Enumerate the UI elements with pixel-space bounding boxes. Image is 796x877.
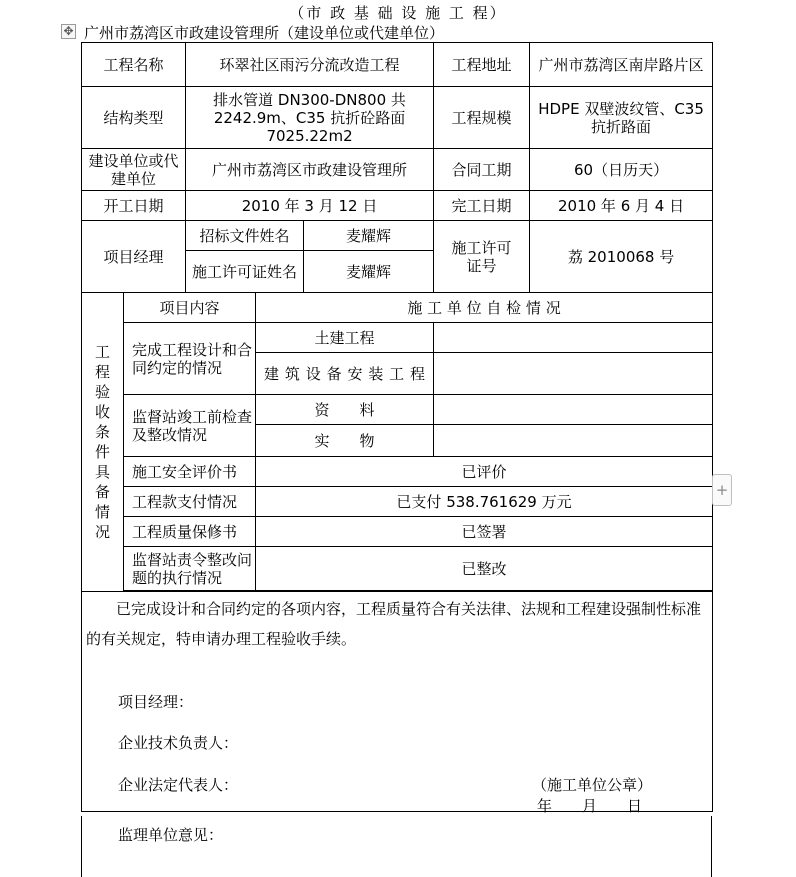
start-date-label: 开工日期 xyxy=(82,191,186,221)
legal-rep-sign: 企业法定代表人： xyxy=(118,776,239,794)
structure-type-label: 结构类型 xyxy=(82,87,186,149)
row-dates xyxy=(82,191,713,221)
contract-period-value[interactable]: 60（日历天） xyxy=(530,149,713,191)
safety-eval-value[interactable]: 已评价 xyxy=(256,457,713,487)
supervisor-opinion-section[interactable] xyxy=(81,816,712,877)
row-builder xyxy=(82,149,713,191)
bid-name-label: 招标文件姓名 xyxy=(186,221,304,251)
row-civil xyxy=(82,323,713,353)
finish-date-value[interactable]: 2010 年 6 月 4 日 xyxy=(530,191,713,221)
table-move-handle-icon[interactable]: ✥ xyxy=(61,24,76,39)
row-structure xyxy=(82,87,713,149)
physical-value[interactable] xyxy=(434,425,713,457)
civil-works-label: 土建工程 xyxy=(256,323,434,353)
row-docs xyxy=(82,395,713,425)
design-contract-label: 完成工程设计和合同约定的情况 xyxy=(124,323,256,395)
structure-type-value[interactable]: 排水管道 DN300-DN800 共 2242.9m、C35 抗折砼路面 7025.22m2 xyxy=(186,87,434,149)
rectify-label: 监督站责令整改问题的执行情况 xyxy=(124,547,256,591)
document-title: （市 政 基 础 设 施 工 程） xyxy=(289,4,507,22)
physical-label: 实 物 xyxy=(256,425,434,457)
project-name-label: 工程名称 xyxy=(82,43,186,87)
project-scale-value[interactable]: HDPE 双壁波纹管、C35 抗折路面 xyxy=(530,87,713,149)
tech-lead-sign: 企业技术负责人： xyxy=(118,734,239,752)
supervisor-opinion-label: 监理单位意见： xyxy=(118,826,224,844)
project-address-label: 工程地址 xyxy=(434,43,530,87)
finish-date-label: 完工日期 xyxy=(434,191,530,221)
permit-name-value[interactable]: 麦耀辉 xyxy=(304,251,434,293)
payment-value[interactable]: 已支付 538.761629 万元 xyxy=(256,487,713,517)
documents-value[interactable] xyxy=(434,395,713,425)
acceptance-side-label xyxy=(82,293,124,592)
rectify-value[interactable]: 已整改 xyxy=(256,547,713,591)
row-rectify xyxy=(82,547,713,591)
row-safety xyxy=(82,457,713,487)
civil-works-value[interactable] xyxy=(434,323,713,353)
content-header: 项目内容 xyxy=(124,293,256,323)
permit-number-value[interactable]: 荔 2010068 号 xyxy=(530,221,713,293)
add-row-icon[interactable]: + xyxy=(712,474,732,506)
permit-name-label: 施工许可证姓名 xyxy=(186,251,304,293)
row-warranty xyxy=(82,517,713,547)
acceptance-side-text: 工程验收条件具备情况 xyxy=(94,343,110,541)
row-payment xyxy=(82,487,713,517)
permit-number-label: 施工许可证号 xyxy=(434,221,530,293)
project-address-value[interactable]: 广州市荔湾区南岸路片区 xyxy=(530,43,713,87)
self-check-header: 施 工 单 位 自 检 情 况 xyxy=(256,293,713,323)
company-seal: （施工单位公章） xyxy=(532,776,653,794)
builder-label: 建设单位或代建单位 xyxy=(82,149,186,191)
bid-name-value[interactable]: 麦耀辉 xyxy=(304,221,434,251)
documents-label: 资 料 xyxy=(256,395,434,425)
organization-line: 广州市荔湾区市政建设管理所（建设单位或代建单位） xyxy=(84,24,445,42)
project-manager-sign: 项目经理： xyxy=(118,693,194,711)
warranty-label: 工程质量保修书 xyxy=(124,517,256,547)
row-pm-bid xyxy=(82,221,713,251)
statement-text: 已完成设计和合同约定的各项内容，工程质量符合有关法律、法规和工程建设强制性标准的有关规定，特申请办理工程验收手续。 xyxy=(86,600,702,648)
warranty-value[interactable]: 已签署 xyxy=(256,517,713,547)
payment-label: 工程款支付情况 xyxy=(124,487,256,517)
safety-eval-label: 施工安全评价书 xyxy=(124,457,256,487)
sign-date: 年 月 日 xyxy=(537,797,643,815)
start-date-value[interactable]: 2010 年 3 月 12 日 xyxy=(186,191,434,221)
contract-period-label: 合同工期 xyxy=(434,149,530,191)
project-scale-label: 工程规模 xyxy=(434,87,530,149)
equipment-install-value[interactable] xyxy=(434,353,713,395)
equipment-install-label: 建筑设备安装工程 xyxy=(256,353,434,395)
project-name-value[interactable]: 环翠社区雨污分流改造工程 xyxy=(186,43,434,87)
builder-value[interactable]: 广州市荔湾区市政建设管理所 xyxy=(186,149,434,191)
supervision-check-label: 监督站竣工前检查及整改情况 xyxy=(124,395,256,457)
row-project-name xyxy=(82,43,713,87)
row-acceptance-header xyxy=(82,293,713,323)
project-manager-label: 项目经理 xyxy=(82,221,186,293)
